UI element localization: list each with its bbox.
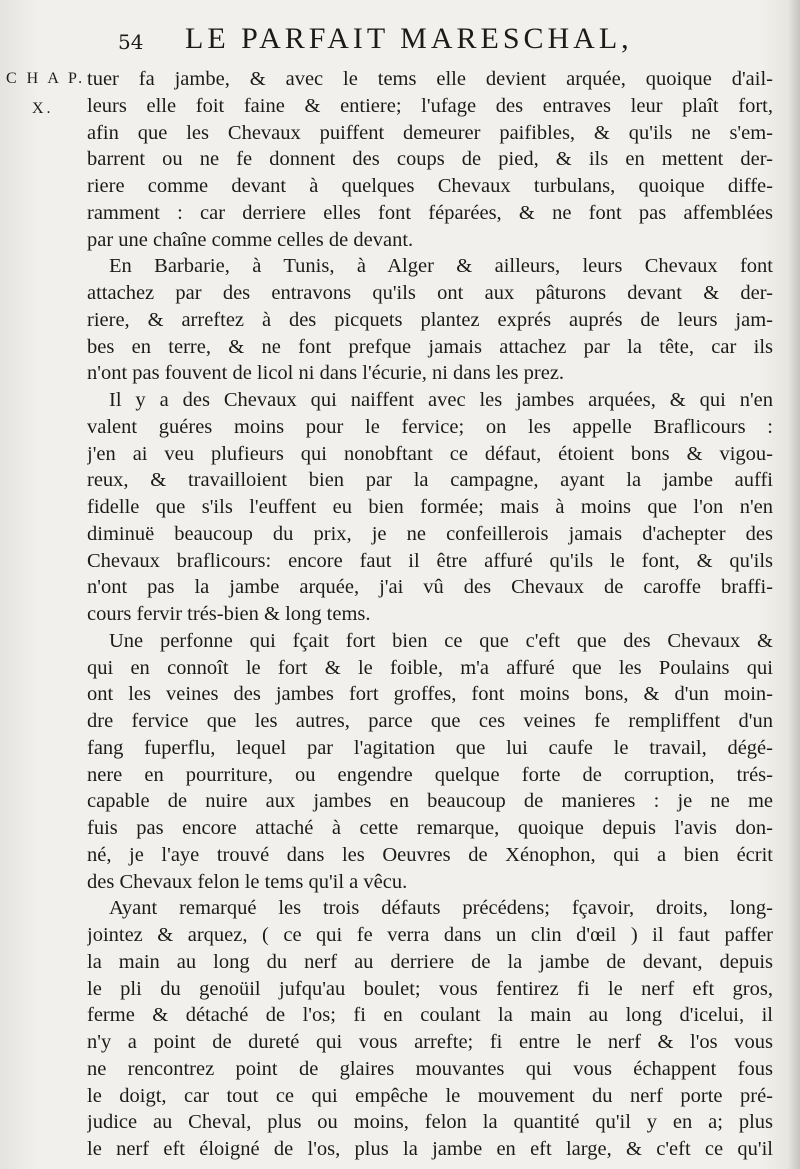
text-line: afin que les Chevaux puiffent demeurer paifibles, & qu'ils ne s'em- xyxy=(87,121,773,144)
text-line: n'ont pas fouvent de licol ni dans l'écurie, ni dans les prez. xyxy=(87,362,565,385)
text-line: barrent ou ne fe donnent des coups de pied, & ils en mettent der- xyxy=(87,148,773,171)
chapter-number: X. xyxy=(32,100,54,117)
text-line: judice au Cheval, plus ou moins, felon la quantité qu'il y en a; plus xyxy=(87,1111,773,1134)
text-line: par une chaîne comme celles de devant. xyxy=(87,228,414,251)
text-line: ferme & détaché de l'os; fi en coulant la main au long d'icelui, il xyxy=(87,1004,773,1027)
text-line: riere, & arreftez à des picquets plantez exprés auprés de leurs jam- xyxy=(87,308,773,331)
text-line: attachez par des entravons qu'ils ont aux pâturons devant & der- xyxy=(87,282,773,304)
running-title: LE PARFAIT MARESCHAL, xyxy=(185,22,633,55)
text-line: fuis pas encore attaché à cette remarque, quoique depuis l'avis don- xyxy=(87,817,773,839)
text-line: valent guéres moins pour le fervice; on les appelle Braflicours : xyxy=(87,415,773,438)
text-line: des Chevaux felon le tems qu'il a vêcu. xyxy=(87,870,408,893)
text-line: nere en pourriture, ou engendre quelque forte de corruption, trés- xyxy=(87,763,773,786)
chapter-label: C H A P. xyxy=(6,70,86,87)
text-line: ramment : car derriere elles font féparées, & ne font pas affemblées xyxy=(87,201,773,224)
text-line: j'en ai veu plufieurs qui nonobftant ce défaut, étoient bons & vigou- xyxy=(87,442,773,465)
text-line: diminuë beaucoup du prix, je ne confeillerois jamais d'achepter des xyxy=(87,522,773,545)
text-line: n'y a point de dureté qui vous arrefte; fi entre le nerf & l'os vous xyxy=(87,1031,773,1053)
text-line: la main au long du nerf au derriere de la jambe de devant, depuis xyxy=(87,950,773,973)
text-line: n'ont pas la jambe arquée, j'ai vû des Chevaux de caroffe braffi- xyxy=(87,576,773,599)
text-line: En Barbarie, à Tunis, à Alger & ailleurs, leurs Chevaux font xyxy=(109,255,773,278)
text-line: le nerf eft éloigné de l'os, plus la jambe en eft large, & c'eft ce qu'il xyxy=(87,1138,773,1160)
text-line: le doigt, car tout ce qui empêche le mouvement du nerf porte pré- xyxy=(87,1084,773,1107)
text-line: né, je l'aye trouvé dans les Oeuvres de Xénophon, qui a bien écrit xyxy=(87,843,773,866)
page-number: 54 xyxy=(118,30,144,54)
text-line: leurs elle foit faine & entiere; l'ufage des entraves leur plaît fort, xyxy=(87,94,773,117)
page-edge-shadow xyxy=(788,0,800,1169)
text-line: Il y a des Chevaux qui naiffent avec les jambes arquées, & qui n'en xyxy=(109,389,773,411)
text-line: tuer fa jambe, & avec le tems elle devient arquée, quoique d'ail- xyxy=(87,68,773,90)
text-line: bes en terre, & ne font prefque jamais attachez par la tête, car ils xyxy=(87,335,773,358)
text-line: riere comme devant à quelques Chevaux turbulans, quoique diffe- xyxy=(87,175,773,197)
body-text xyxy=(87,66,773,1163)
text-line: cours fervir trés-bien & long tems. xyxy=(87,603,371,625)
text-line: dre fervice que les autres, parce que ces veines fe rempliffent d'un xyxy=(87,710,773,732)
chapter-margin-note xyxy=(6,64,86,124)
text-line: jointez & arquez, ( ce qui fe verra dans un clin d'œil ) il faut paffer xyxy=(87,924,773,946)
text-line: qui en connoît le fort & le foible, m'a affuré que les Poulains qui xyxy=(87,656,773,679)
text-line: Chevaux braflicours: encore faut il être affuré qu'ils le font, & qu'ils xyxy=(87,549,773,572)
text-line: ne rencontrez point de glaires mouvantes qui vous échappent fous xyxy=(87,1057,773,1080)
text-line: le pli du genoüil jufqu'au boulet; vous fentirez fi le nerf eft gros, xyxy=(87,977,773,1000)
text-line: capable de nuire aux jambes en beaucoup de manieres : je ne me xyxy=(87,790,773,813)
text-line: Ayant remarqué les trois défauts précédens; fçavoir, droits, long- xyxy=(109,897,773,920)
text-line: Une perfonne qui fçait fort bien ce que c'eft que des Chevaux & xyxy=(109,629,773,652)
text-line: fidelle que s'ils l'euffent eu bien formée; mais à moins que l'on n'en xyxy=(87,496,773,518)
text-line: ont les veines des jambes fort groffes, font moins bons, & d'un moin- xyxy=(87,683,773,706)
text-line: reux, & travailloient bien par la campagne, ayant la jambe auffi xyxy=(87,469,773,492)
page-header xyxy=(0,18,800,62)
text-line: fang fuperflu, lequel par l'agitation que lui caufe le travail, dégé- xyxy=(87,736,773,759)
